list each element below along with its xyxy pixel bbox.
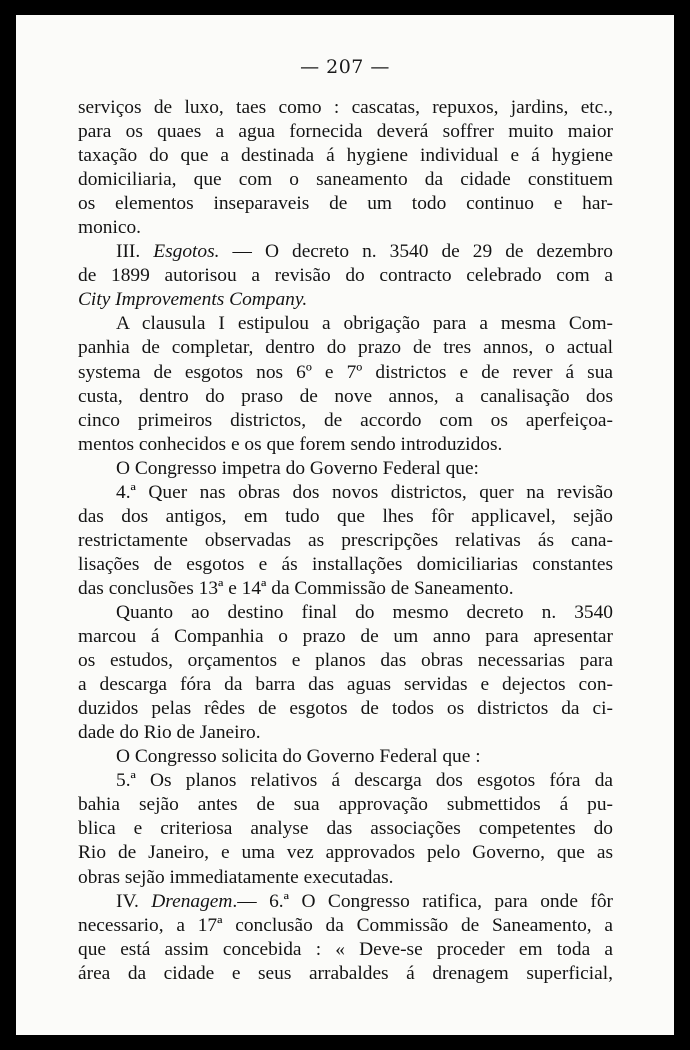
text-line: Rio de Janeiro, e uma vez approvados pelo Governo, que as xyxy=(78,842,613,864)
text-line: bahia sejão antes de sua approvação submettidos á pu- xyxy=(78,794,613,816)
text-line: duzidos pelas rêdes de esgotos de todos os districtos da ci- xyxy=(78,698,613,720)
text-line: systema de esgotos nos 6º e 7º districtos e de rever á sua xyxy=(78,361,613,383)
section-text: — O decreto n. 3540 de 29 de dezembro xyxy=(219,241,613,263)
page-number: — 207 — xyxy=(300,56,390,78)
text-line: serviços de luxo, taes como : cascatas, repuxos, jardins, etc., xyxy=(78,97,613,118)
text-line: dade do Rio de Janeiro. xyxy=(78,722,261,744)
text-line: a descarga fóra da barra das aguas servidas e dejectos con- xyxy=(78,674,613,696)
text-line: O Congresso impetra do Governo Federal que: xyxy=(116,457,479,479)
text-line: taxação do que a destinada á hygiene individual e á hygiene xyxy=(78,145,613,167)
text-line: os elementos inseparaveis de um todo continuo e har- xyxy=(78,193,613,215)
text-line: mentos conhecidos e os que forem sendo introduzidos. xyxy=(78,433,503,455)
text-line: que está assim concebida : « Deve-se proceder em toda a xyxy=(78,938,613,960)
text-line: monico. xyxy=(78,217,142,239)
text-line: necessario, a 17ª conclusão da Commissão de Saneamento, a xyxy=(78,914,613,936)
text-line: para os quaes a agua fornecida deverá soffrer muito maior xyxy=(78,121,613,143)
text-line: lisações de esgotos e ás installações domiciliarias constantes xyxy=(78,553,613,575)
text-line: A clausula I estipulou a obrigação para a mesma Com- xyxy=(116,313,613,335)
text-line: custa, dentro do praso de nove annos, a canalisação dos xyxy=(78,385,613,407)
section-title: Esgotos. xyxy=(153,241,220,263)
text-line: área da cidade e seus arrabaldes á drenagem superficial, xyxy=(78,962,613,984)
text-line: O Congresso solicita do Governo Federal que : xyxy=(116,746,481,768)
text-line: blica e criteriosa analyse das associações competentes do xyxy=(78,818,613,840)
text-line: 5.ª Os planos relativos á descarga dos esgotos fóra da xyxy=(116,770,613,792)
text-line: panhia de completar, dentro do prazo de tres annos, o actual xyxy=(78,337,613,359)
book-page xyxy=(16,15,674,1035)
text-line: 4.ª Quer nas obras dos novos districtos, quer na revisão xyxy=(116,481,613,503)
section-number: III. xyxy=(116,241,154,263)
text-line: Quanto ao destino final do mesmo decreto n. 3540 xyxy=(116,601,613,623)
text-line: obras sejão immediatamente executadas. xyxy=(78,866,394,888)
section-heading-line xyxy=(78,240,613,264)
section-text: .— 6.ª O Congresso ratifica, para onde fôr xyxy=(232,890,613,912)
body-text xyxy=(78,96,613,986)
section-title: Drenagem xyxy=(151,890,233,912)
text-line: de 1899 autorisou a revisão do contracto celebrado com a xyxy=(78,265,613,287)
company-name-line: City Improvements Company. xyxy=(78,289,308,311)
text-line: das dos antigos, em tudo que lhes fôr applicavel, sejão xyxy=(78,505,613,527)
text-line: marcou á Companhia o prazo de um anno para apresentar xyxy=(78,626,613,648)
text-line: cinco primeiros districtos, de accordo com os aperfeiçoa- xyxy=(78,409,613,431)
text-line: os estudos, orçamentos e planos das obras necessarias para xyxy=(78,650,613,672)
text-line: restrictamente observadas as prescripções relativas ás cana- xyxy=(78,529,613,551)
section-number: IV. xyxy=(116,890,152,912)
section-heading-line xyxy=(78,890,613,914)
text-line: das conclusões 13ª e 14ª da Commissão de Saneamento. xyxy=(78,577,514,599)
text-line: domiciliaria, que com o saneamento da cidade constituem xyxy=(78,169,613,191)
